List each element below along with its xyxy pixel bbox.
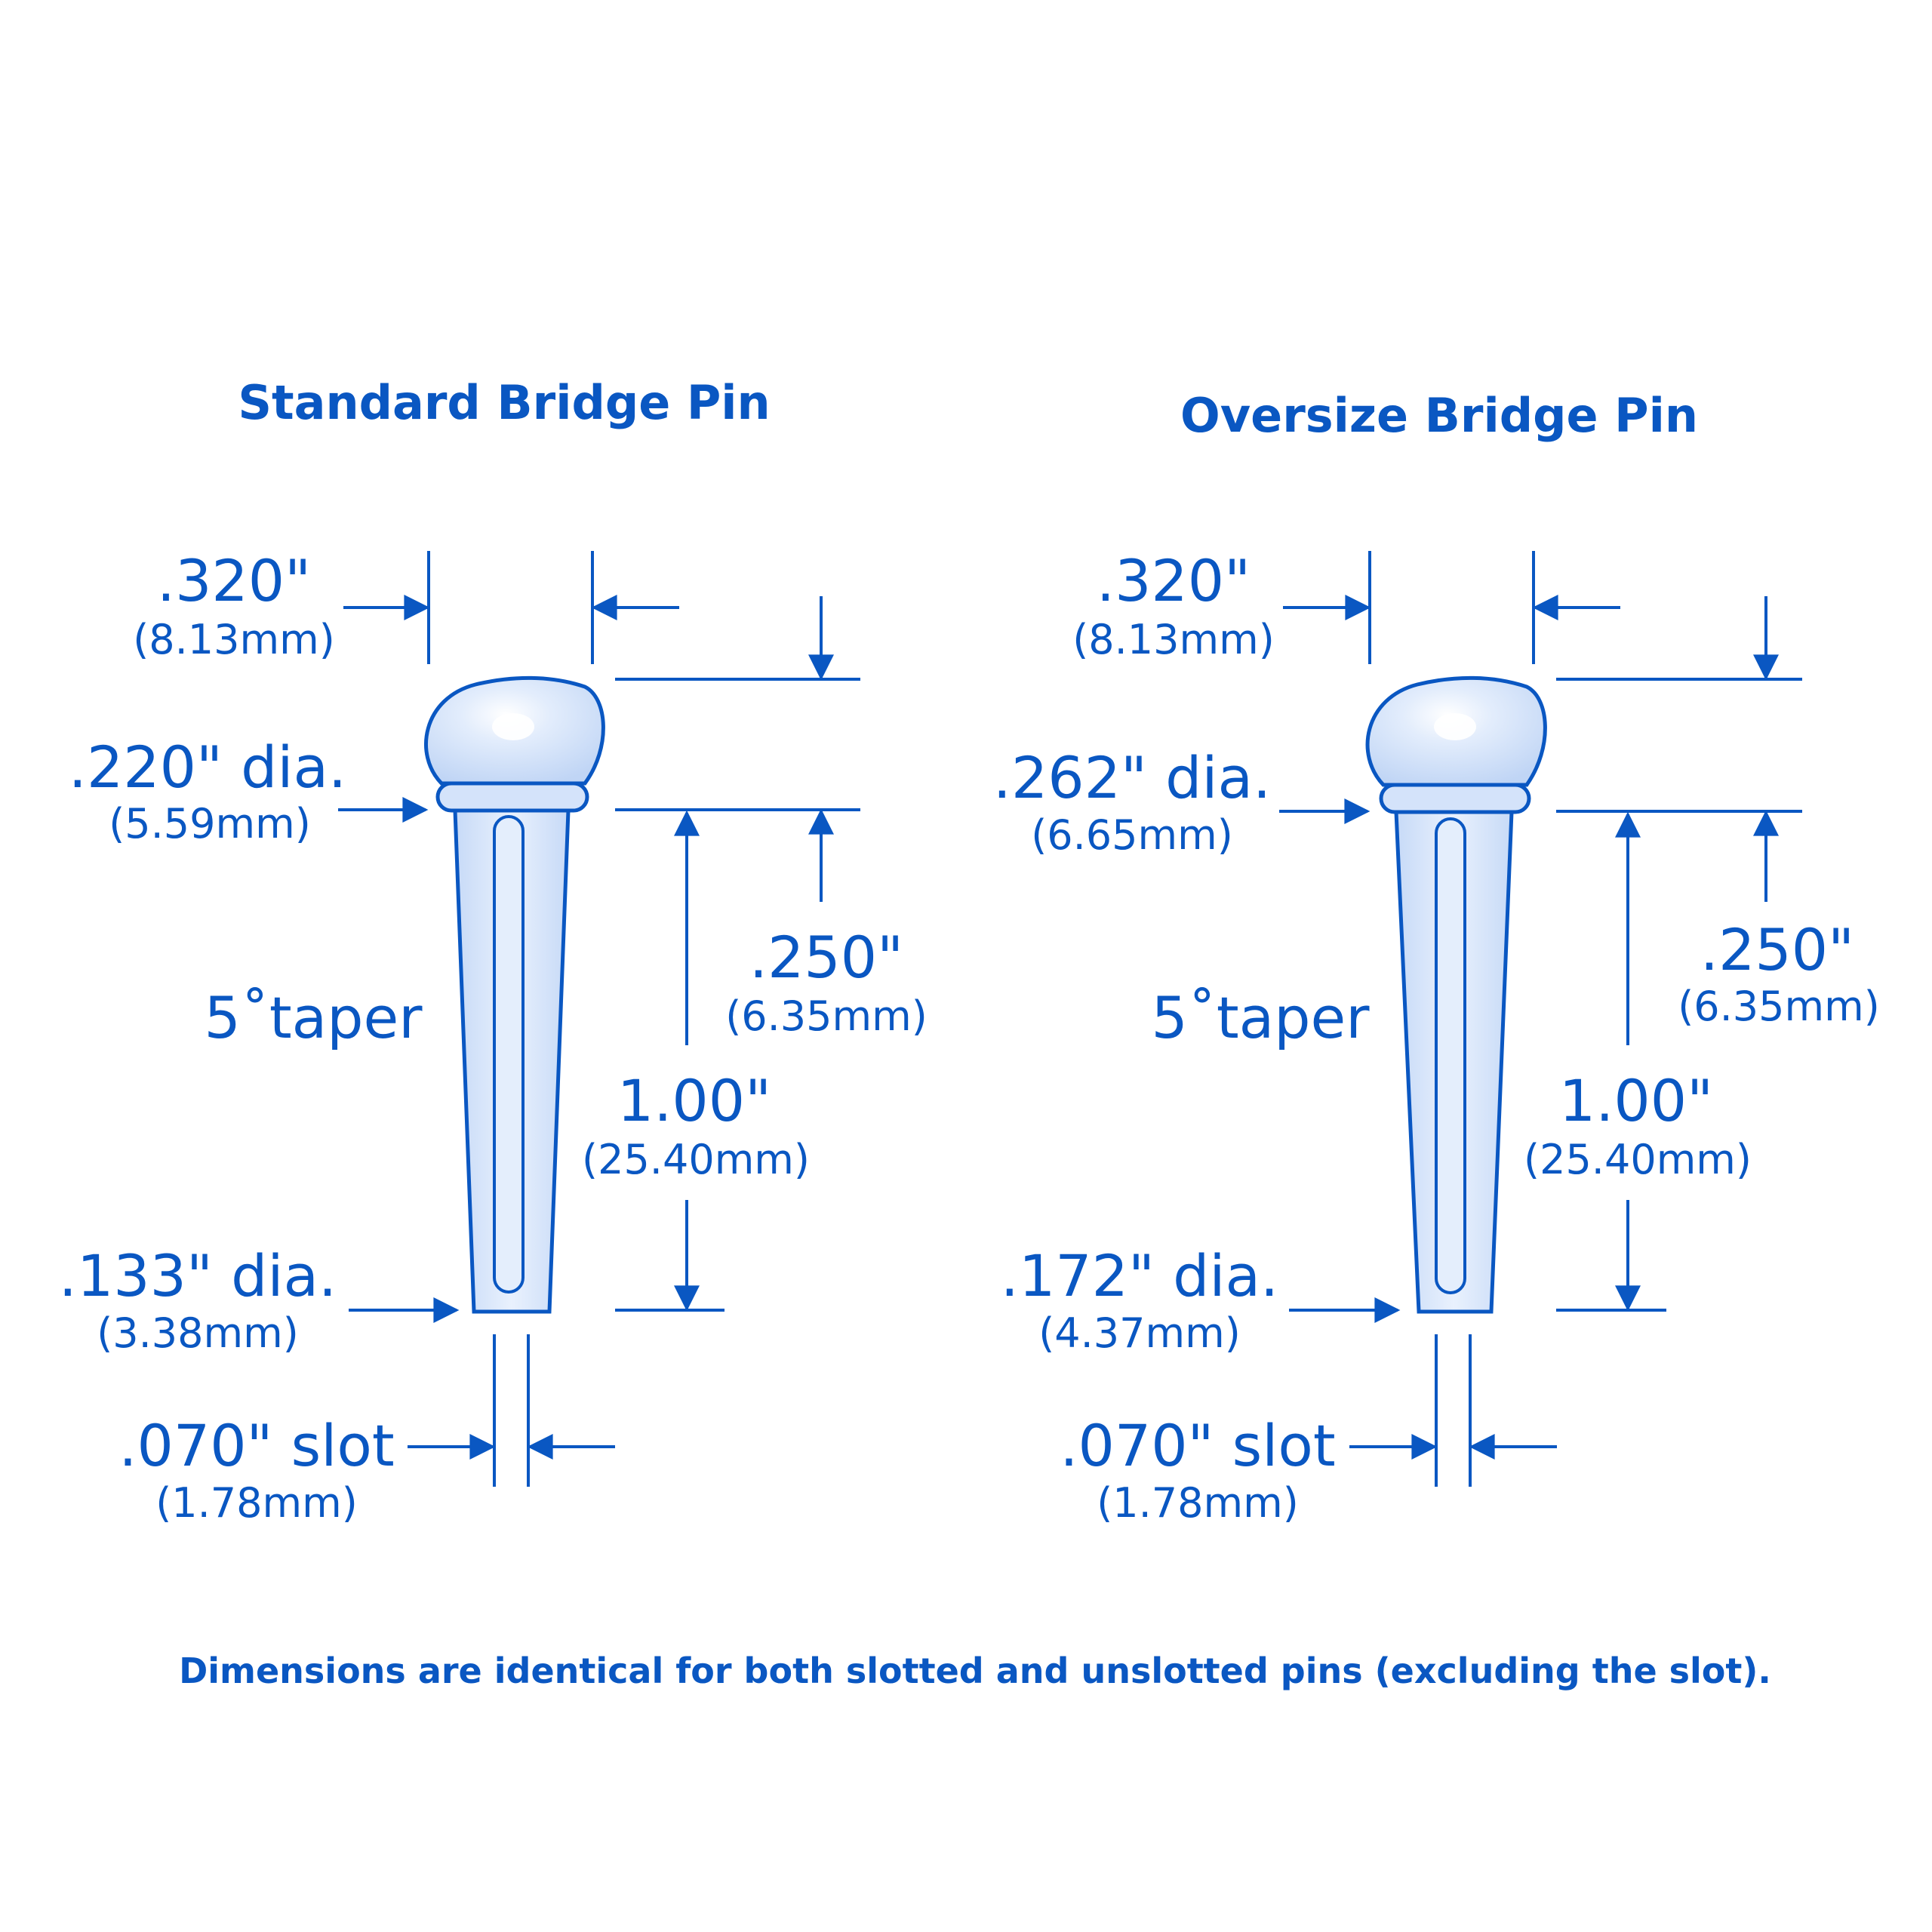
standard-pin-slot-groove bbox=[494, 817, 523, 1292]
standard-head-height-label: .250" bbox=[749, 924, 904, 991]
oversize-head-width-mm: (8.13mm) bbox=[1072, 616, 1275, 663]
oversize-bottom-dia-label: .172" dia. bbox=[1000, 1242, 1279, 1309]
footnote: Dimensions are identical for both slotted and unslotted pins (excluding the slot). bbox=[179, 1651, 1771, 1691]
standard-head-width-label: .320" bbox=[156, 547, 312, 614]
oversize-bottom-dia-mm: (4.37mm) bbox=[1038, 1309, 1241, 1357]
oversize-taper-label: 5˚taper bbox=[1151, 984, 1370, 1051]
standard-length-label: 1.00" bbox=[617, 1067, 772, 1134]
oversize-pin-drawing bbox=[1367, 678, 1545, 1312]
standard-pin-collar bbox=[438, 783, 587, 811]
standard-pin-highlight bbox=[492, 713, 534, 740]
oversize-slot-label: .070" slot bbox=[1060, 1412, 1336, 1479]
standard-bottom-dia-mm: (3.38mm) bbox=[97, 1309, 299, 1357]
standard-pin-drawing bbox=[426, 678, 604, 1312]
standard-top-dia-mm: (5.59mm) bbox=[109, 800, 311, 848]
oversize-length-label: 1.00" bbox=[1558, 1067, 1714, 1134]
oversize-pin-slot-groove bbox=[1436, 819, 1465, 1293]
standard-bottom-dia-label: .133" dia. bbox=[58, 1242, 337, 1309]
standard-length-mm: (25.40mm) bbox=[582, 1136, 810, 1183]
standard-taper-label: 5˚taper bbox=[204, 984, 423, 1051]
standard-head-height-mm: (6.35mm) bbox=[725, 992, 928, 1040]
standard-head-width-mm: (8.13mm) bbox=[133, 616, 335, 663]
oversize-pin-title: Oversize Bridge Pin bbox=[1180, 388, 1698, 443]
standard-slot-label: .070" slot bbox=[118, 1412, 395, 1479]
oversize-slot-mm: (1.78mm) bbox=[1097, 1479, 1299, 1527]
standard-top-dia-label: .220" dia. bbox=[68, 734, 347, 801]
standard-pin-title: Standard Bridge Pin bbox=[238, 375, 771, 430]
oversize-length-mm: (25.40mm) bbox=[1524, 1136, 1752, 1183]
standard-pin-group bbox=[59, 375, 928, 1527]
oversize-head-height-label: .250" bbox=[1700, 916, 1855, 983]
oversize-pin-collar bbox=[1381, 785, 1529, 812]
oversize-head-height-mm: (6.35mm) bbox=[1678, 983, 1880, 1030]
standard-slot-mm: (1.78mm) bbox=[155, 1479, 358, 1527]
oversize-pin-group bbox=[993, 388, 1880, 1527]
oversize-top-dia-mm: (6.65mm) bbox=[1031, 811, 1233, 859]
oversize-pin-highlight bbox=[1434, 713, 1476, 740]
oversize-head-width-label: .320" bbox=[1096, 547, 1251, 614]
oversize-top-dia-label: .262" dia. bbox=[992, 744, 1272, 811]
